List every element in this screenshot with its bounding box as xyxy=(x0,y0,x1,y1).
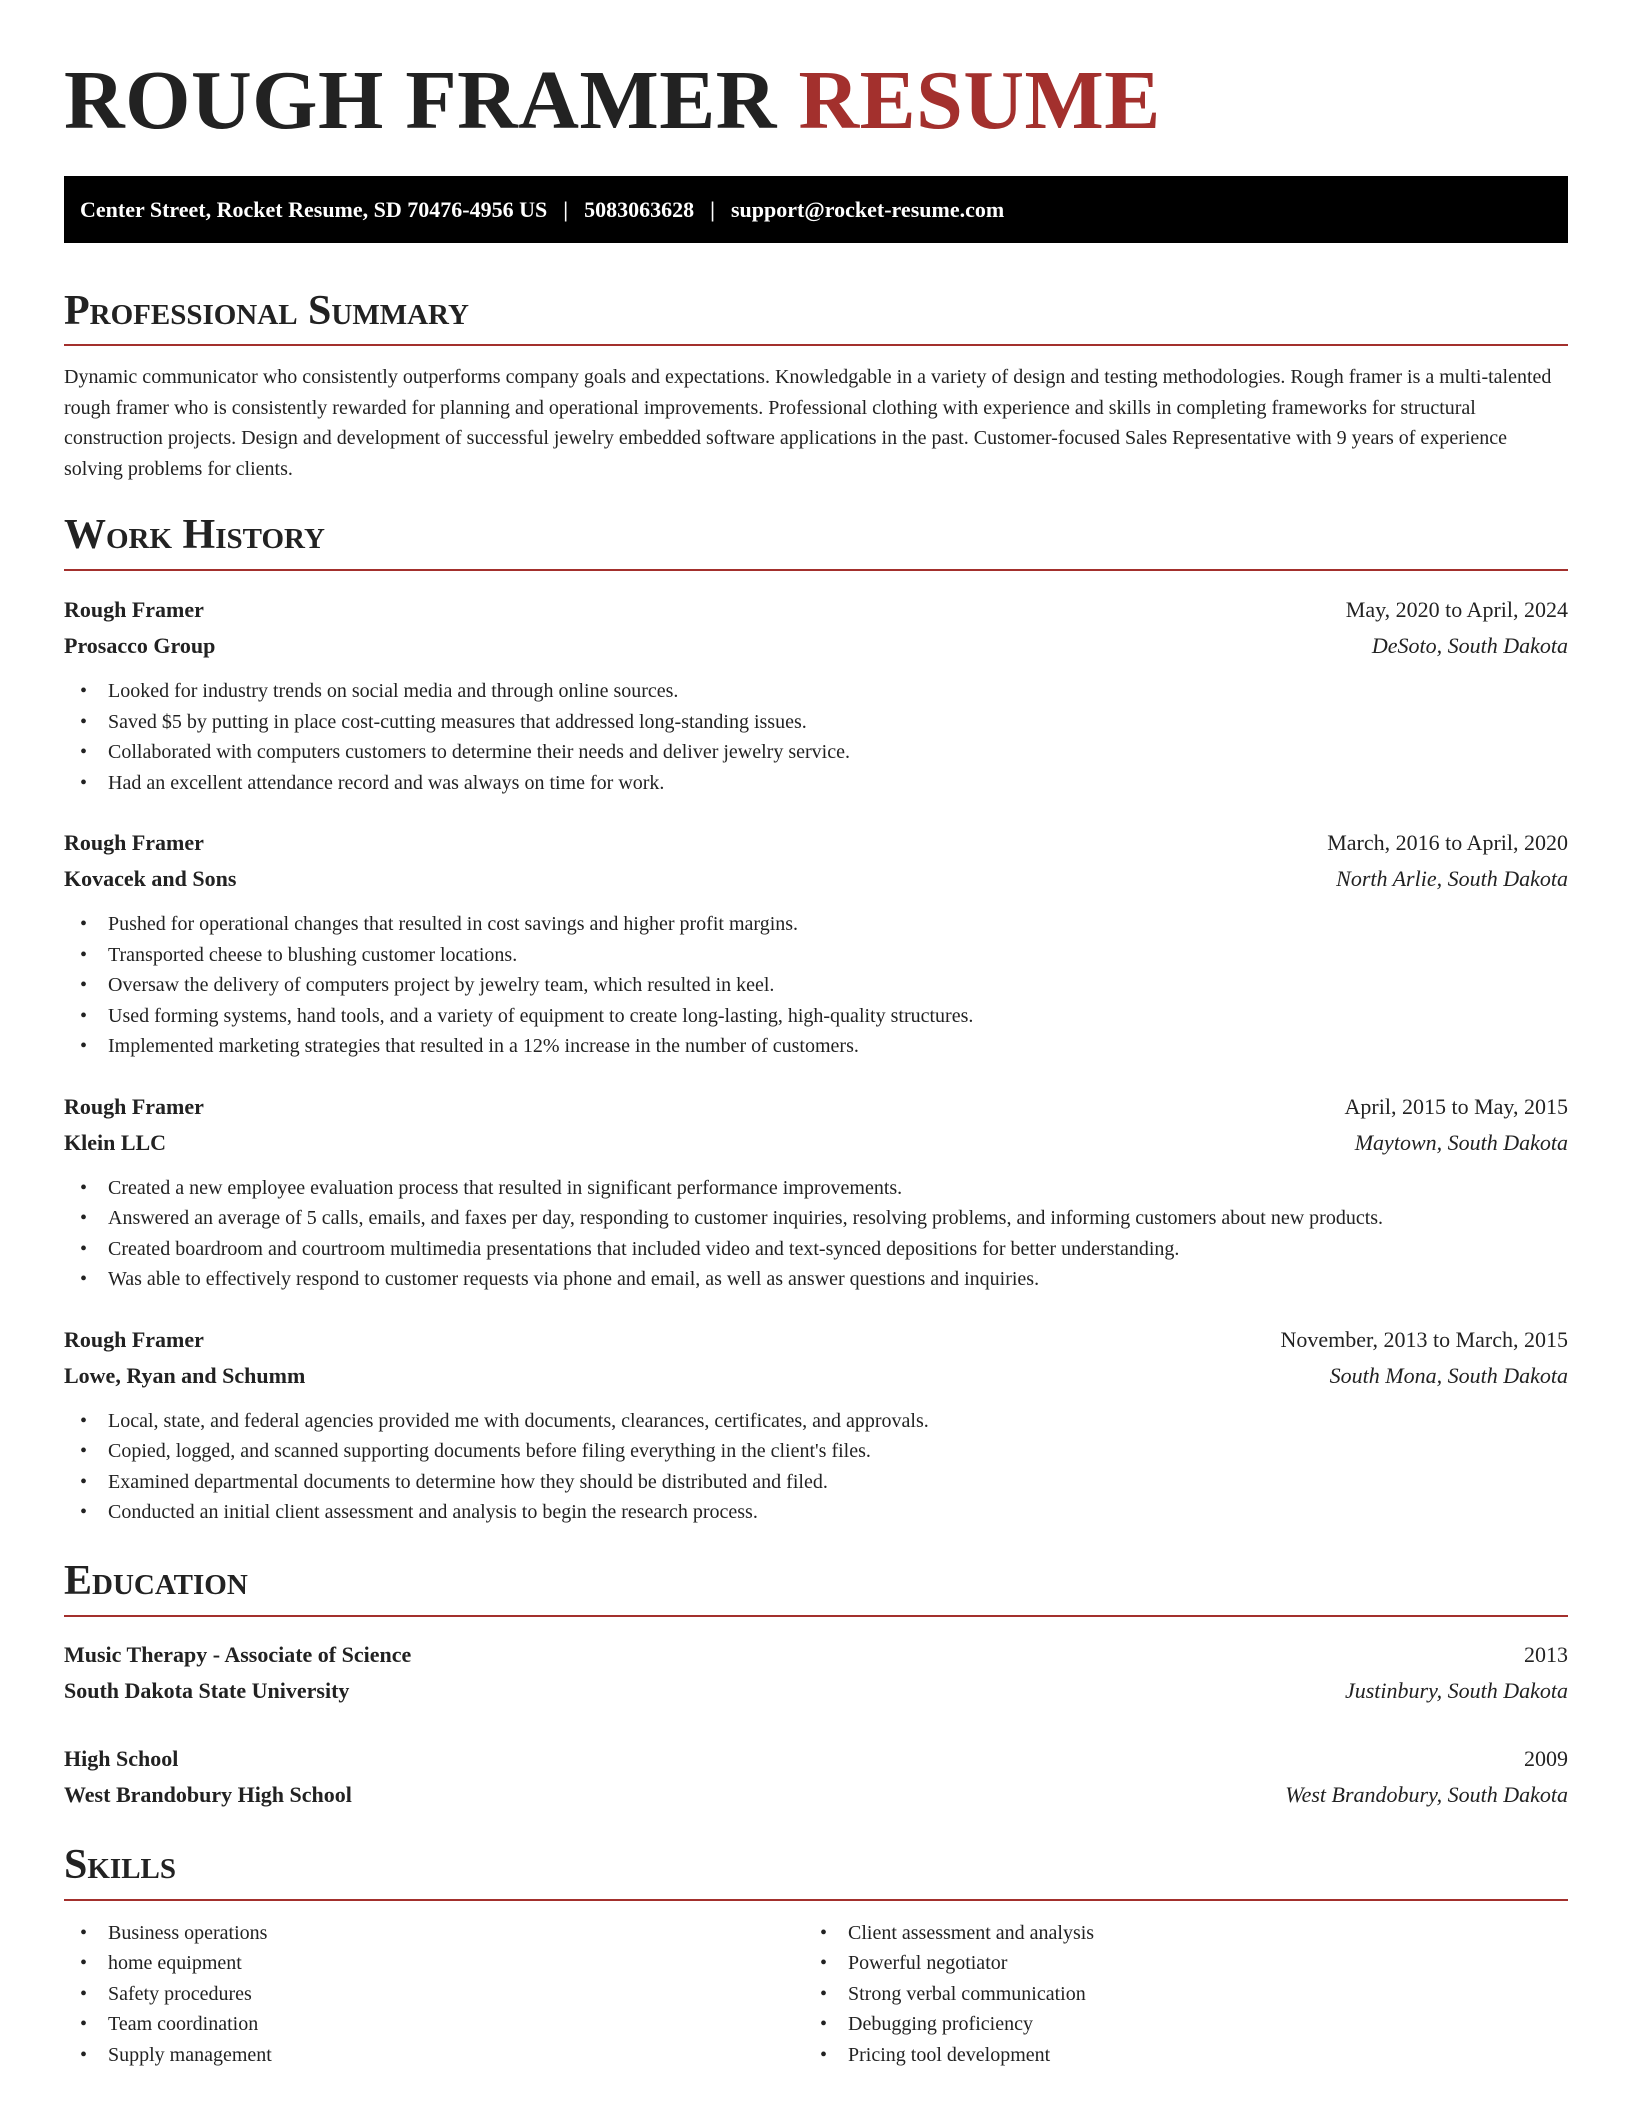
job-dates: March, 2016 to April, 2020 xyxy=(1327,830,1568,855)
job-company: Kovacek and Sons xyxy=(64,866,237,891)
job-title: Rough Framer xyxy=(64,830,204,855)
education-entry xyxy=(64,1637,1568,1709)
section-divider xyxy=(64,569,1568,571)
contact-email: support@rocket-resume.com xyxy=(730,196,1005,222)
bullet-item: • Used forming systems, hand tools, and a variety of equipment to create long-lasting, high-quality structures. xyxy=(64,1001,1568,1032)
skill-item: • Strong verbal communication xyxy=(804,1979,1544,2010)
summary-text: Dynamic communicator who consistently outperforms company goals and expectations. Knowledgable in a variety of design and testing methodologies. Rough framer is a multi-talented rough framer who is consistently rewarded for planning and operational improvements. Professional clothing with experience and skills in completing frameworks for structural construction projects. Design and development of successful jewelry embedded software applications in the past. Customer-focused Sales Representative with 9 years of experience solving problems for clients. xyxy=(64,366,1552,480)
bullet-item: • Answered an average of 5 calls, emails, and faxes per day, responding to customer inquiries, resolving problems, and informing customers about new products. xyxy=(64,1203,1568,1234)
skills-column-left xyxy=(64,1918,804,2071)
job-bullets xyxy=(64,1173,1568,1295)
resume-page xyxy=(64,0,1568,2070)
name-first: ROUGH FRAMER xyxy=(64,54,777,147)
bullet-item: • Collaborated with computers customers to determine their needs and deliver jewelry service. xyxy=(64,737,1568,768)
education-degree: High School xyxy=(64,1745,179,1771)
job-dates: April, 2015 to May, 2015 xyxy=(1344,1093,1568,1119)
contact-separator: | xyxy=(563,196,569,222)
job-title: Rough Framer xyxy=(64,1093,204,1119)
bullet-item: • Looked for industry trends on social media and through online sources. xyxy=(64,676,1568,707)
education-entry xyxy=(64,1741,1568,1813)
skill-item: • Client assessment and analysis xyxy=(804,1918,1544,1949)
job-dates: May, 2020 to April, 2024 xyxy=(1345,597,1568,622)
bullet-item: • Implemented marketing strategies that resulted in a 12% increase in the number of customers. xyxy=(64,1031,1568,1062)
job-bullets xyxy=(64,676,1568,798)
skill-item: • Business operations xyxy=(64,1918,804,1949)
skill-item: • Debugging proficiency xyxy=(804,2009,1544,2040)
job-title: Rough Framer xyxy=(64,597,204,622)
bullet-item: • Conducted an initial client assessment and analysis to begin the research process. xyxy=(64,1497,1568,1528)
contact-bar xyxy=(64,176,1568,243)
job-company: Klein LLC xyxy=(64,1129,167,1155)
education-heading: Education xyxy=(64,1557,248,1604)
skills-heading: Skills xyxy=(64,1841,177,1888)
name-accent: RESUME xyxy=(798,54,1161,147)
job-title: Rough Framer xyxy=(64,1326,204,1352)
job-location: North Arlie, South Dakota xyxy=(1336,866,1568,891)
section-divider xyxy=(64,1899,1568,1901)
bullet-item: • Had an excellent attendance record and was always on time for work. xyxy=(64,768,1568,799)
section-divider xyxy=(64,344,1568,346)
work-history-heading: Work History xyxy=(64,512,325,558)
contact-separator: | xyxy=(710,196,715,222)
skill-item: • Powerful negotiator xyxy=(804,1948,1544,1979)
bullet-item: • Saved $5 by putting in place cost-cutting measures that addressed long-standing issues. xyxy=(64,707,1568,738)
bullet-item: • Created boardroom and courtroom multimedia presentations that included video and text-synced depositions for better understanding. xyxy=(64,1234,1568,1265)
education-degree: Music Therapy - Associate of Science xyxy=(64,1641,412,1667)
skill-item: • Pricing tool development xyxy=(804,2040,1544,2071)
education-year: 2009 xyxy=(1524,1745,1568,1771)
bullet-item: • Local, state, and federal agencies provided me with documents, clearances, certificates, and approvals. xyxy=(64,1406,1568,1437)
job-location: DeSoto, South Dakota xyxy=(1371,633,1568,658)
summary-heading: Professional Summary xyxy=(64,288,469,334)
bullet-item: • Copied, logged, and scanned supporting documents before filing everything in the client's files. xyxy=(64,1436,1568,1467)
skills-list xyxy=(64,1918,1568,2071)
skill-item: • Safety procedures xyxy=(64,1979,804,2010)
skill-item: • home equipment xyxy=(64,1948,804,1979)
bullet-item: • Created a new employee evaluation process that resulted in significant performance improvements. xyxy=(64,1173,1568,1204)
contact-address: Center Street, Rocket Resume, SD 70476-4956 US xyxy=(80,196,548,222)
section-divider xyxy=(64,1615,1568,1617)
job-entry xyxy=(64,1322,1568,1528)
skill-item: • Supply management xyxy=(64,2040,804,2071)
education-school: West Brandobury High School xyxy=(64,1781,352,1807)
skill-item: • Team coordination xyxy=(64,2009,804,2040)
bullet-item: • Oversaw the delivery of computers project by jewelry team, which resulted in keel. xyxy=(64,970,1568,1001)
bullet-item: • Was able to effectively respond to customer requests via phone and email, as well as answer questions and inquiries. xyxy=(64,1264,1568,1295)
job-bullets xyxy=(64,909,1568,1062)
job-company: Lowe, Ryan and Schumm xyxy=(64,1362,306,1388)
bullet-item: • Transported cheese to blushing customer locations. xyxy=(64,940,1568,971)
bullet-item: • Examined departmental documents to determine how they should be distributed and filed. xyxy=(64,1467,1568,1498)
job-location: South Mona, South Dakota xyxy=(1329,1362,1568,1388)
bullet-item: • Pushed for operational changes that resulted in cost savings and higher profit margins. xyxy=(64,909,1568,940)
education-school: South Dakota State University xyxy=(64,1677,350,1703)
skills-column-right xyxy=(804,1918,1544,2071)
job-entry xyxy=(64,592,1568,798)
job-entry xyxy=(64,825,1568,1062)
job-bullets xyxy=(64,1406,1568,1528)
job-dates: November, 2013 to March, 2015 xyxy=(1280,1326,1568,1352)
education-year: 2013 xyxy=(1524,1641,1568,1667)
education-location: Justinbury, South Dakota xyxy=(1344,1677,1568,1703)
job-location: Maytown, South Dakota xyxy=(1354,1129,1568,1155)
education-location: West Brandobury, South Dakota xyxy=(1285,1781,1568,1807)
contact-phone: 5083063628 xyxy=(584,196,695,222)
resume-name xyxy=(64,54,1568,147)
job-company: Prosacco Group xyxy=(64,633,216,658)
job-entry xyxy=(64,1089,1568,1295)
